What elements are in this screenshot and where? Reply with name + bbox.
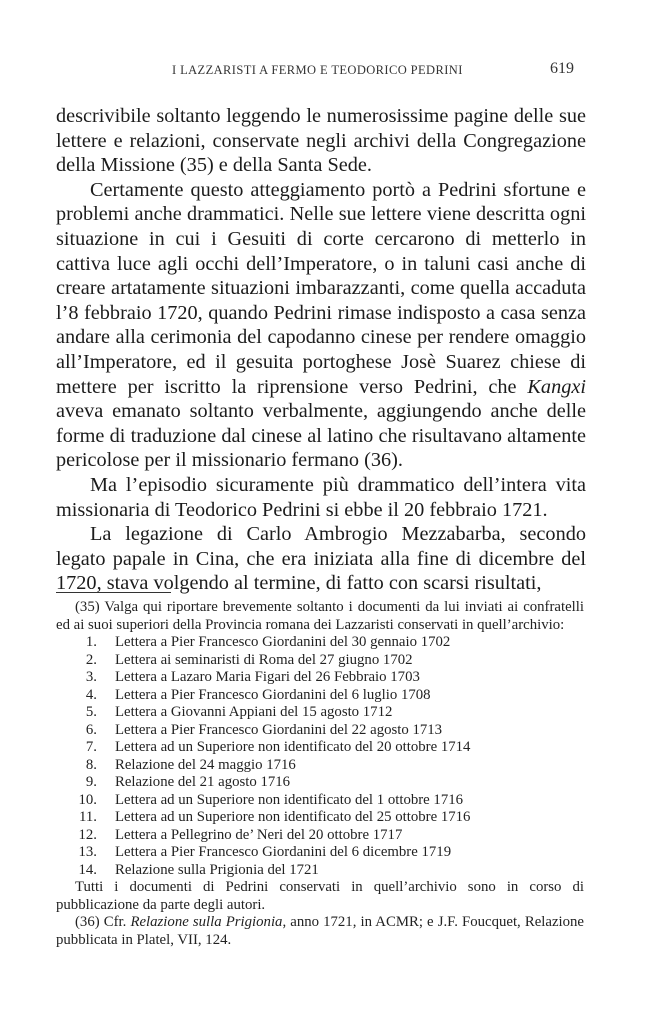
list-item-text: Lettera a Giovanni Appiani del 15 agosto 1712: [115, 704, 393, 720]
list-item: [56, 844, 584, 862]
list-item-text: Lettera a Pier Francesco Giordanini del 30 gennaio 1702: [115, 634, 451, 650]
paragraph-text: Certamente questo atteggiamento portò a Pedrini sfortune e problemi anche drammatici. Nelle sue lettere viene descritta ogni situazione in cui i Gesuiti di corte cercarono di metterlo in cattiva luce agli occhi dell’Imperatore, o in taluni casi anche di creare artatamente situazioni imbarazzanti, come quella accaduta l’8 febbraio 1720, quando Pedrini rimase indisposto a casa senza andare alla cerimonia del capodanno cinese per rendere omaggio all’Imperatore, ed il gesuita portoghese Josè Suarez chiese di mettere per iscritto la riprensione verso Pedrini, che: [56, 178, 586, 398]
list-item-number: 11.: [79, 809, 97, 825]
list-item-text: Relazione del 24 maggio 1716: [115, 756, 296, 773]
list-item-text: Lettera a Lazaro Maria Figari del 26 Febbraio 1703: [115, 669, 420, 685]
list-item-number: 7.: [85, 739, 97, 755]
list-item-number: 12.: [78, 826, 97, 843]
list-item: [56, 739, 584, 757]
footnote-36: [56, 914, 584, 949]
italic-title: Relazione sulla Prigionia: [130, 914, 283, 930]
list-item: [56, 757, 584, 775]
footnote-35-closing: Tutti i documenti di Pedrini conservati in quell’archivio sono in corso di pubblicazione da parte degli autori.: [56, 879, 584, 913]
paragraph: descrivibile soltanto leggendo le numerosissime pagine delle sue lettere e relazioni, conservate negli archivi della Congregazione della Missione (35) e della Santa Sede.: [56, 105, 586, 177]
list-item-number: 3.: [85, 669, 97, 685]
list-item-text: Lettera ai seminaristi di Roma del 27 giugno 1702: [115, 651, 413, 668]
footnotes: [56, 599, 584, 949]
list-item-text: Relazione sulla Prigionia del 1721: [115, 861, 319, 878]
list-item-number: 13.: [78, 844, 97, 860]
document-list: [56, 634, 584, 879]
list-item: [56, 704, 584, 722]
list-item-number: 6.: [85, 721, 97, 738]
list-item-number: 10.: [78, 791, 97, 808]
list-item: [56, 792, 584, 810]
page-number: 619: [550, 60, 574, 77]
list-item: [56, 809, 584, 827]
running-head: I LAZZARISTI A FERMO E TEODORICO PEDRINI: [172, 63, 463, 77]
list-item-number: 8.: [85, 756, 97, 773]
list-item-text: Lettera ad un Superiore non identificato del 25 ottobre 1716: [115, 809, 471, 825]
list-item-number: 5.: [85, 704, 97, 720]
list-item: [56, 862, 584, 880]
paragraph: [56, 178, 586, 473]
list-item: [56, 827, 584, 845]
list-item-text: Lettera a Pier Francesco Giordanini del 6 luglio 1708: [115, 686, 431, 703]
list-item: [56, 669, 584, 687]
footnote-text: (36) Cfr.: [75, 914, 131, 930]
list-item: [56, 652, 584, 670]
main-text: [56, 104, 586, 596]
footnote-text: , anno 1721, in ACMR; e J.F. Foucquet, Relazione pubblicata in Platel, VII, 124.: [56, 914, 584, 948]
list-item-text: Lettera a Pier Francesco Giordanini del 22 agosto 1713: [115, 721, 443, 738]
footnote-divider: [56, 592, 171, 593]
paragraph: La legazione di Carlo Ambrogio Mezzabarba, secondo legato papale in Cina, che era iniziata alla fine di dicembre del 1720, stava volgendo al termine, di fatto con scarsi risultati,: [56, 523, 586, 595]
list-item-text: Lettera a Pellegrino de’ Neri del 20 ottobre 1717: [115, 826, 403, 843]
list-item-number: 4.: [85, 686, 97, 703]
list-item: [56, 774, 584, 792]
italic-term: Kangxi: [527, 375, 586, 398]
list-item-text: Relazione del 21 agosto 1716: [115, 774, 291, 790]
list-item-number: 2.: [85, 651, 97, 668]
list-item-text: Lettera ad un Superiore non identificato del 1 ottobre 1716: [115, 791, 464, 808]
list-item: [56, 687, 584, 705]
list-item: [56, 722, 584, 740]
footnote-35: (35) Valga qui riportare brevemente soltanto i documenti da lui inviati ai confratelli ed ai suoi superiori della Provincia romana dei Lazzaristi conservati in quell’archivio:: [56, 599, 584, 633]
list-item-number: 1.: [85, 634, 97, 650]
paragraph-text: aveva emanato soltanto verbalmente, aggiungendo anche delle forme di traduzione dal cinese al latino che risultavano altamente pericolose per il missionario fermano (36).: [56, 400, 586, 472]
list-item-number: 9.: [85, 774, 97, 790]
list-item-text: Lettera a Pier Francesco Giordanini del 6 dicembre 1719: [115, 844, 452, 860]
list-item-text: Lettera ad un Superiore non identificato del 20 ottobre 1714: [115, 739, 471, 755]
list-item-number: 14.: [78, 861, 97, 878]
paragraph: Ma l’episodio sicuramente più drammatico dell’intera vita missionaria di Teodorico Pedrini si ebbe il 20 febbraio 1721.: [56, 473, 586, 521]
list-item: [56, 634, 584, 652]
